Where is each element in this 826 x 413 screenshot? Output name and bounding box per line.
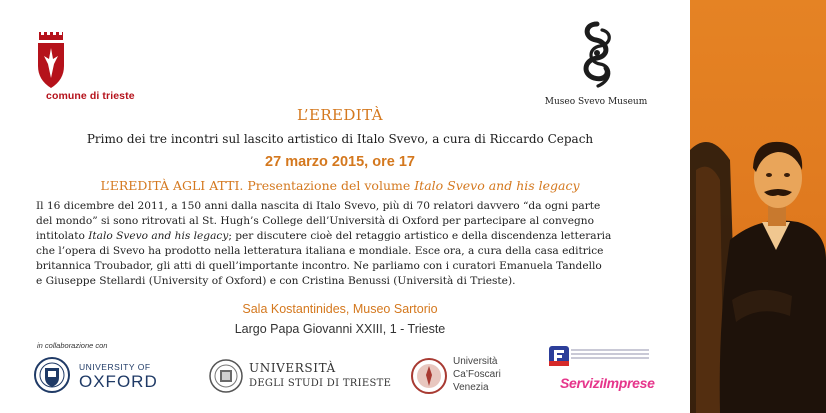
servizi-imprese-logo <box>560 375 660 397</box>
headline-prefix: L’EREDITÀ AGLI ATTI. Presentazione del volume <box>100 178 415 193</box>
fipe-mark-icon <box>549 346 569 366</box>
cafoscari-name-line3: Venezia <box>453 382 489 393</box>
svevo-monogram-icon <box>572 20 622 92</box>
fipe-logo <box>549 346 669 366</box>
description-line <box>36 229 666 244</box>
venue-address: Largo Papa Giovanni XXIII, 1 - Trieste <box>234 322 446 336</box>
description-text: ; per discutere cioè del retaggio artistico e della discendenza letteraria <box>228 230 612 243</box>
univ-trieste-name-line1: UNIVERSITÀ <box>249 361 336 375</box>
event-date: 27 marzo 2015, ore 17 <box>265 154 415 170</box>
fipe-text-line <box>571 357 649 359</box>
fipe-fine-print <box>571 349 649 361</box>
trieste-logo-name: comune di trieste <box>46 90 135 102</box>
event-title: L’EREDITÀ <box>297 106 383 124</box>
event-headline <box>20 178 660 193</box>
collaboration-label: in collaborazione con <box>37 341 108 350</box>
univ-trieste-name-line2: DEGLI STUDI DI TRIESTE <box>249 378 392 389</box>
oxford-name-line2: OXFORD <box>79 372 158 391</box>
oxford-name-line1: UNIVERSITY OF <box>79 362 151 372</box>
univ-trieste-logo <box>208 356 392 396</box>
svevo-logo-name: Museo Svevo Museum <box>544 97 648 107</box>
museo-svevo-logo <box>528 20 668 115</box>
servizi-imprese-name: ServiziImprese <box>560 375 655 391</box>
description-line: che l’opera di Svevo ha prodotto nella letteratura italiana e mondiale. Esce ora, a cura della casa editrice <box>36 245 604 258</box>
event-subtitle: Primo dei tre incontri sul lascito artistico di Italo Svevo, a cura di Riccardo Cepach <box>86 132 594 146</box>
description-text: intitolato <box>36 230 89 243</box>
cafoscari-name-line2: Ca’Foscari <box>453 369 501 380</box>
cafoscari-logo <box>410 354 520 398</box>
description-line: Il 16 dicembre del 2011, a 150 anni dalla nascita di Italo Svevo, più di 70 relatori davvero “da ogni parte <box>36 200 601 212</box>
cafoscari-seal-icon <box>410 357 448 395</box>
description-line: e Giuseppe Stellardi (University of Oxford) e con Cristina Benussi (Università di Trieste). <box>36 275 516 288</box>
description-book-title: Italo Svevo and his legacy <box>88 230 229 243</box>
headline-book-title: Italo Svevo and his legacy <box>414 178 580 193</box>
cafoscari-name-line1: Università <box>453 356 498 367</box>
oxford-logo <box>33 356 163 396</box>
svevo-portrait-photo <box>690 0 826 413</box>
description-line: britannica Troubador, gli atti di quell’importante incontro. Ne parliamo con i curatori Emanuela Tandello <box>36 260 602 273</box>
trieste-crest-icon <box>36 32 66 90</box>
venue-name: Sala Kostantinides, Museo Sartorio <box>242 302 438 316</box>
event-description <box>36 199 666 290</box>
comune-trieste-logo <box>34 32 184 107</box>
fipe-text-line <box>571 353 649 355</box>
oxford-crest-icon <box>33 356 71 394</box>
fipe-text-line <box>571 349 649 351</box>
description-line: del mondo” si sono ritrovati al St. Hugh’s College dell’Università di Oxford per partecipare al convegno <box>36 215 594 228</box>
univ-trieste-seal-icon <box>208 358 244 394</box>
